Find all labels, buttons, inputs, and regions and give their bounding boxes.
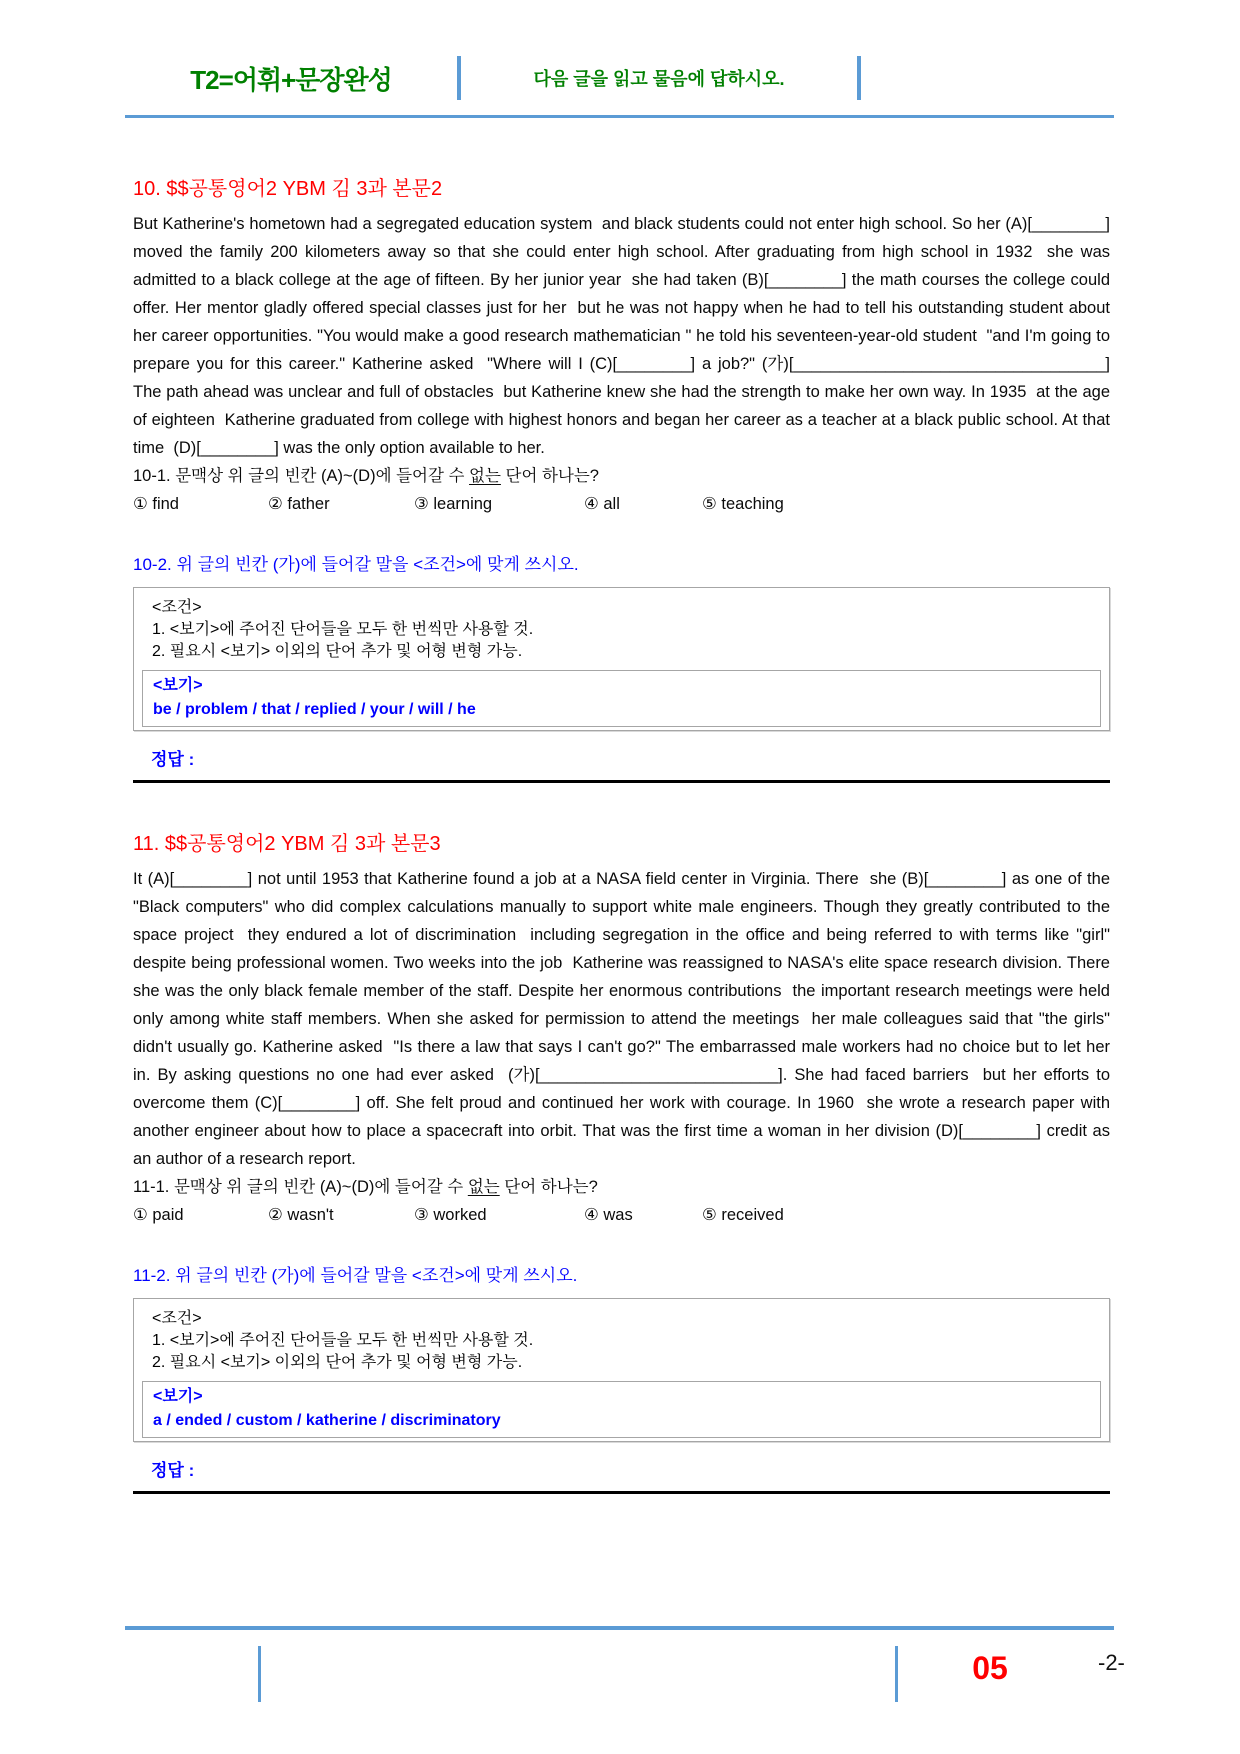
page-header	[125, 56, 1114, 118]
footer-divider-right	[895, 1646, 898, 1702]
choice-option: ① find	[133, 495, 179, 513]
condition-rule-1: 1. <보기>에 주어진 단어들을 모두 한 번씩만 사용할 것.	[152, 621, 534, 638]
header-divider-right	[857, 56, 861, 100]
choice-option: ⑤ received	[702, 1206, 784, 1224]
question-11-2-prompt: 11-2. 위 글의 빈칸 (가)에 들어갈 말을 <조건>에 맞게 쓰시오.	[133, 1266, 578, 1285]
header-instruction: 다음 글을 읽고 물음에 답하시오.	[533, 69, 785, 89]
question-10-1-prompt	[133, 462, 1110, 490]
section-divider-line	[133, 780, 1110, 783]
q11-1-underlined-word: 없는	[467, 1178, 500, 1196]
choice-option: ② father	[268, 495, 330, 513]
word-bank-box	[142, 670, 1101, 727]
condition-title: <조건>	[152, 1310, 202, 1327]
choice-option: ⑤ teaching	[702, 495, 784, 513]
section-divider-line	[133, 1491, 1110, 1494]
q10-1-prefix: 10-1. 문맥상 위 글의 빈칸 (A)~(D)에 들어갈 수	[133, 467, 470, 485]
word-bank-words: be / problem / that / replied / your / will / he	[153, 701, 476, 718]
q10-1-suffix: 단어 하나는?	[500, 467, 599, 485]
footer-lesson-number: 05	[972, 1650, 1008, 1686]
choice-option: ④ was	[584, 1206, 633, 1224]
question-11-passage: It (A)[________] not until 1953 that Katherine found a job at a NASA field center in Virginia. There she (B)[________] as one of the "Black computers" who did complex calculations manually to support white male engineers. Though they greatly contributed to the space project they endured a lot of discrimination including segregation in the office and being referred to with terms like "girl" despite being professional women. Two weeks into the job Katherine was reassigned to NASA's elite space research division. There she was the only black female member of the staff. Despite her enormous contributions the important research meetings were held only among white staff members. When she asked for permission to attend the meetings her male colleagues said that "the girls" didn't usually go. Katherine asked "Is there a law that says I can't go?" The embarrassed male workers had no choice but to let her in. By asking questions no one had ever asked (가)[__________________________]. She had faced barriers but her efforts to overcome them (C)[________] off. She felt proud and continued her work with courage. In 1960 she wrote a research paper with another engineer about how to place a spacecraft into orbit. That was the first time a woman in her division (D)[________] credit as an author of a research report.	[133, 870, 1120, 1168]
worksheet-brand-title: T2=어휘+문장완성	[190, 64, 392, 95]
question-10-2-prompt: 10-2. 위 글의 빈칸 (가)에 들어갈 말을 <조건>에 맞게 쓰시오.	[133, 555, 579, 574]
question-10-2-condition-box	[133, 587, 1110, 731]
answer-label: 정답 :	[151, 1461, 195, 1480]
choice-option: ① paid	[133, 1206, 184, 1224]
question-block-10	[133, 172, 1115, 783]
question-11-1-prompt	[133, 1173, 1110, 1201]
question-10-passage: But Katherine's hometown had a segregated education system and black students could not enter high school. So her (A)[________] moved the family 200 kilometers away so that she could enter high school. After graduating from high school in 1932 she was admitted to a black college at the age of fifteen. By her junior year she had taken (B)[________] the math courses the college could offer. Her mentor gladly offered special classes just for her but he was not happy when he had to tell his outstanding student about her career opportunities. "You would make a good research mathematician " he told his seventeen-year-old student "and I'm going to prepare you for this career." Katherine asked "Where will I (C)[________] a job?" (가)[__________________________________] The path ahead was unclear and full of obstacles but Katherine knew she had the strength to make her own way. In 1935 at the age of eighteen Katherine graduated from college with highest honors and began her career as a teacher at a black public school. At that time (D)[________] was the only option available to her.	[133, 215, 1115, 457]
q10-1-underlined-word: 없는	[469, 467, 501, 485]
condition-rule-1: 1. <보기>에 주어진 단어들을 모두 한 번씩만 사용할 것.	[152, 1332, 534, 1349]
condition-rule-2: 2. 필요시 <보기> 이외의 단어 추가 및 어형 변형 가능.	[152, 1354, 523, 1371]
question-10-1-choices	[133, 490, 1110, 519]
answer-label: 정답 :	[151, 750, 195, 769]
question-11-1-choices	[133, 1201, 1110, 1230]
question-11-2-condition-box	[133, 1298, 1110, 1442]
q11-1-prefix: 11-1. 문맥상 위 글의 빈칸 (A)~(D)에 들어갈 수	[133, 1178, 468, 1196]
choice-option: ② wasn't	[268, 1206, 334, 1224]
question-10-title: 10. $$공통영어2 YBM 김 3과 본문2	[133, 178, 443, 200]
choice-option: ③ worked	[414, 1206, 487, 1224]
condition-rule-2: 2. 필요시 <보기> 이외의 단어 추가 및 어형 변형 가능.	[152, 643, 523, 660]
word-bank-words: a / ended / custom / katherine / discriminatory	[153, 1412, 501, 1429]
word-bank-box	[142, 1381, 1101, 1438]
choice-option: ③ learning	[414, 495, 493, 513]
footer-page-number: -2-	[1098, 1650, 1125, 1675]
question-11-title: 11. $$공통영어2 YBM 김 3과 본문3	[133, 833, 441, 855]
footer-rule-line	[125, 1626, 1114, 1630]
word-bank-title: <보기>	[153, 1388, 203, 1405]
question-block-11	[133, 827, 1120, 1494]
q11-1-suffix: 단어 하나는?	[499, 1178, 598, 1196]
condition-title: <조건>	[152, 599, 202, 616]
word-bank-title: <보기>	[153, 677, 203, 694]
footer-divider-left	[258, 1646, 261, 1702]
worksheet-content	[133, 128, 1120, 1494]
choice-option: ④ all	[584, 495, 620, 513]
